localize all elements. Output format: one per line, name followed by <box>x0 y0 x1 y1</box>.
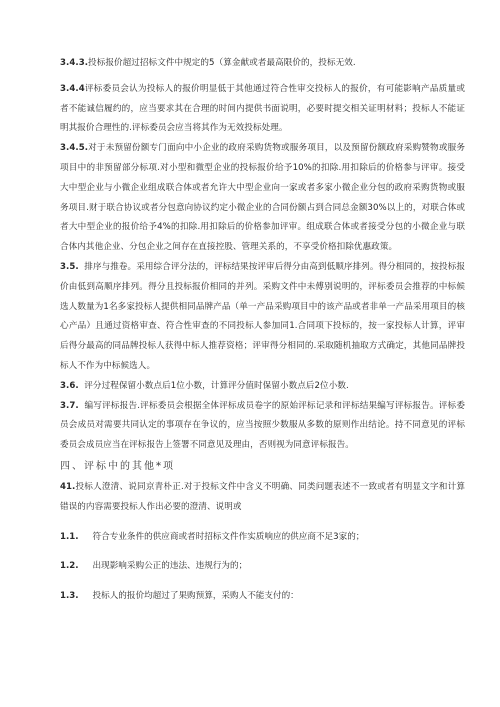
paragraph-text: 评标委员会认为投标人的报价明显低于其他通过符合性审交投标人的报价，有可能影响产品质量或者不能诚信履约的，应当要求其在合理的时间内提供书面说明，必要时提交相关证明材料；投标人不能证明其报价合理性的.评标委员会应当将其作为无效投标处理。 <box>60 83 465 134</box>
paragraph-4-1 <box>60 478 465 518</box>
paragraph-3-4-4 <box>60 80 465 139</box>
paragraph-text: 投标报价超过招标文件中规定的5（算金献或者最高限价的，投标无效. <box>88 58 356 68</box>
paragraph-3-7 <box>60 397 465 456</box>
paragraph-number: 3.4.3. <box>60 58 89 68</box>
item-text: 符合专业条件的供应商或者时招标文件作实质响应的供应商不足3家的； <box>92 531 365 542</box>
paragraph-3-4-5 <box>60 139 465 258</box>
list-item <box>60 557 465 577</box>
paragraph-number: 3.4.4 <box>60 83 85 94</box>
paragraph-text: 评分过程保留小数点后1位小数，计算评分值时保留小数点后2位小数. <box>84 380 349 391</box>
item-text: 投标人的报价均超过了果购预算，采购人不能支付的： <box>92 591 299 602</box>
paragraph-3-5 <box>60 258 465 377</box>
list-item <box>60 528 465 548</box>
paragraph-3-4-3 <box>60 54 465 74</box>
paragraph-number: 3.4.5. <box>60 143 89 154</box>
paragraph-number: 3.5. <box>60 261 79 272</box>
paragraph-text: 编写评标报告.评标委员会根据全体评标成员卷字的原始评标记录和评标结果编写评标报告。评标委员会成员对需要共同认定的事项存在争议的，应当按照少数服从多数的原则作出结论。持不同意见的评标委员会成员应当在评标报告上签署不同意见及理由，否则视为同意评标报告。 <box>60 400 465 451</box>
item-number: 1.2. <box>60 561 79 572</box>
paragraph-text: 排序与推卷。采用综合评分法的，评标结果按评审后得分由高到低顺序排列。得分相同的，按投标报价由低到高顺序排列。得分且投标报价相同的并列。采购文件中未傅别说明的，评标委员会推荐的中标候选人数量为1名多家投标人提供相同品牌产品（单一产品采购项目中的该产品或者非单一产品采用项目的核心产品）且通过资格审查、符合性审查的不同投标人参加同1.合同项下投标的，按一家投标人计算，评审后得分最高的同品牌投标人获得中标人推荐资格；评审得分相同的.采取随机抽取方式确定，其他同品牌投标人不作为中标候选人。 <box>60 261 465 371</box>
item-text: 出现影响采购公正的违法、违规行为的； <box>92 561 248 572</box>
paragraph-3-6 <box>60 377 465 397</box>
item-number: 1.3. <box>60 591 79 602</box>
document-page <box>60 54 465 607</box>
section-heading: 四、评标中的其他*项 <box>60 460 175 472</box>
paragraph-number: 3.6. <box>60 380 79 391</box>
paragraph-number: 3.7. <box>60 400 79 411</box>
paragraph-number: 41. <box>60 481 76 492</box>
paragraph-text: 对于未预留份额专门面向中小企业的政府采购货物或服务项目，以及预留份额政府采购赞物或服务项目中的非预留部分标项.对小型和微型企业的投标报价给予10%的扣除.用扣除后的价格参与评审。接受大中型企业与小微企业组成联合体或者允许大中型企业向一家或者多家小微企业分包的政府采购货物或服务项目.财于联合协议或者分包意向协议约定小微企业的合同份额占到合同总金额30%以上的，对联合体或者大中型企业的报价给予4%的扣除.用扣除后的价格参加评审。组成联合体或者接受分包的小微企业与联合体内其他企业、分包企业之间存在直接控股、管理关系的，不享受价格扣除优惠政策。 <box>60 143 465 253</box>
paragraph-text: 投标人澄清、说同京青朴正.对于投标文件中含义不明确、同类问题表述不一致或者有明显文字和计算错误的内容需要投标人作出必要的澄清、说明或 <box>60 481 465 512</box>
item-number: 1.1. <box>60 531 79 542</box>
list-item <box>60 587 465 607</box>
